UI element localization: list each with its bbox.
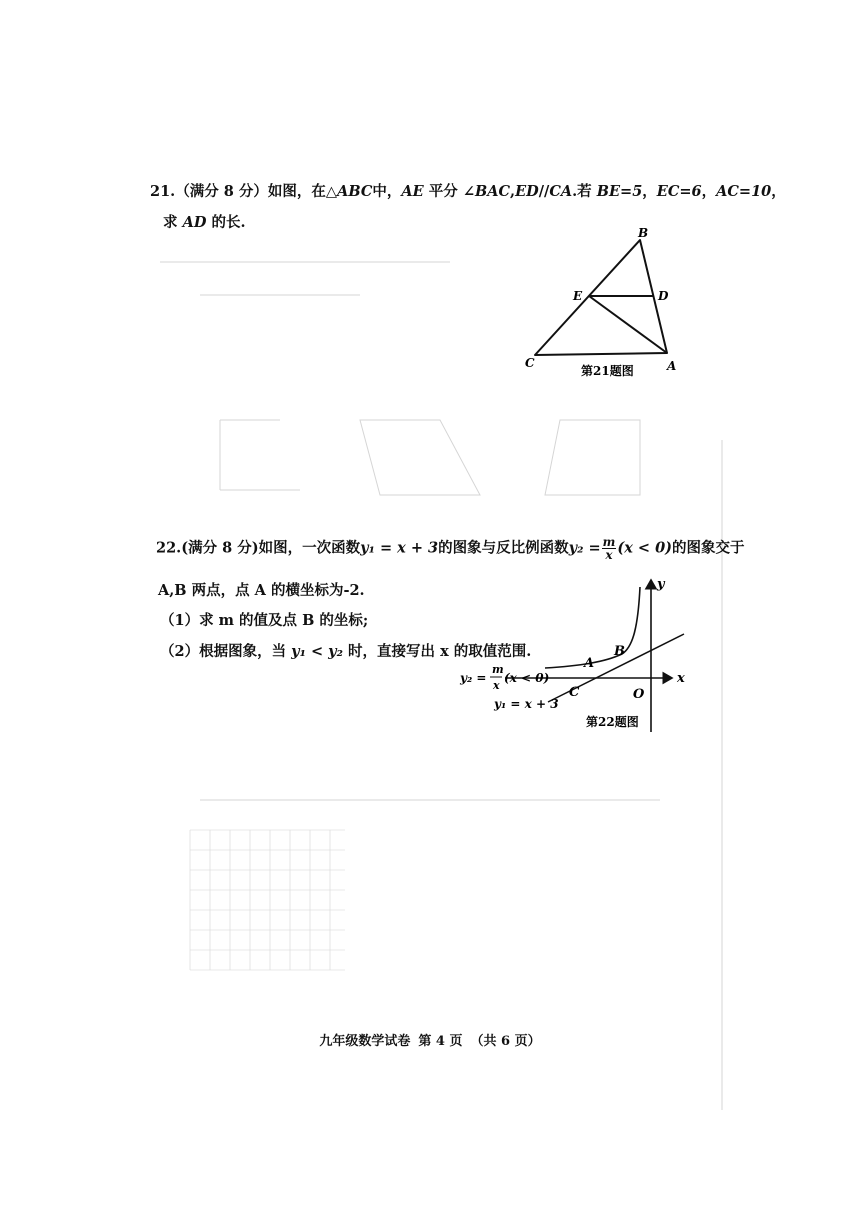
page-footer bbox=[0, 1030, 860, 1049]
q22-line2: A,B 两点，点 A 的横坐标为-2. bbox=[158, 582, 365, 599]
q22-label-b: B bbox=[614, 644, 625, 659]
q21-bisects: 平分 bbox=[428, 183, 458, 200]
q21-line2-post: 的长. bbox=[211, 214, 246, 231]
q21-line1 bbox=[150, 180, 786, 201]
q22-label-o: O bbox=[633, 687, 645, 702]
q21-parallel: // bbox=[538, 183, 550, 200]
q22-figure bbox=[450, 572, 700, 737]
q22-line1 bbox=[156, 536, 745, 561]
q22-y2-label: y₂ = bbox=[460, 671, 487, 685]
q21-sep1: ， bbox=[642, 183, 657, 200]
q21-label-d: D bbox=[658, 289, 669, 303]
q22-y2-den: x bbox=[493, 679, 500, 692]
q21-figure bbox=[515, 222, 715, 382]
q22-label-y: y bbox=[657, 577, 665, 592]
q21-angle: ∠BAC bbox=[462, 183, 511, 200]
q22-y2-lhs: y₂ = bbox=[568, 539, 601, 557]
q22-y2-domain: (x < 0) bbox=[504, 671, 550, 685]
q21-ad: AD bbox=[182, 214, 207, 231]
q21-be: BE=5 bbox=[596, 183, 643, 200]
q21-label-e: E bbox=[573, 289, 583, 303]
q22-label-c: C bbox=[569, 685, 580, 700]
q22-mid: 的图象与反比例函数 bbox=[438, 539, 569, 557]
q22-score: (满分 8 分) bbox=[181, 539, 259, 557]
q21-label-a: A bbox=[667, 359, 677, 373]
q22-number: 22. bbox=[156, 539, 182, 557]
q21-ec: EC=6 bbox=[656, 183, 702, 200]
q22-label-x: x bbox=[677, 671, 685, 686]
q22-domain: (x < 0) bbox=[617, 539, 673, 557]
q21-sep2: ， bbox=[701, 183, 717, 200]
q21-mid: 中， bbox=[372, 183, 402, 200]
q21-ac: AC=10 bbox=[716, 183, 772, 200]
q21-if: .若 bbox=[572, 183, 592, 200]
q21-sep3: ， bbox=[771, 183, 786, 200]
q22-part2-ineq: y₁ < y₂ bbox=[291, 643, 343, 660]
q22-part2-pre: （2）根据图象，当 bbox=[160, 643, 287, 660]
q22-tail: 的图象交于 bbox=[672, 539, 745, 557]
q22-fraction bbox=[602, 536, 617, 561]
q21-comma: , bbox=[510, 183, 516, 200]
footer-subject: 九年级数学试卷 bbox=[319, 1034, 411, 1049]
q21-label-c: C bbox=[525, 356, 535, 370]
q21-lead: 如图，在 bbox=[267, 183, 326, 200]
q22-caption: 第22题图 bbox=[586, 715, 639, 729]
q21-label-b: B bbox=[638, 226, 649, 240]
q22-lead: 如图，一次函数 bbox=[258, 539, 361, 557]
q22-part1: （1）求 m 的值及点 B 的坐标; bbox=[160, 612, 369, 629]
q21-line2-pre: 求 bbox=[163, 214, 178, 231]
q21-triangle: △ABC bbox=[325, 183, 373, 200]
q22-part2-post: 时，直接写出 x 的取值范围. bbox=[348, 643, 532, 660]
q22-y1-eq: y₁ = x + 3 bbox=[360, 539, 439, 557]
q21-ca: CA bbox=[549, 183, 573, 200]
q21-ed: ED bbox=[515, 183, 539, 200]
q22-y2-num: m bbox=[492, 663, 504, 676]
q21-line2 bbox=[163, 211, 246, 232]
q21-score: （满分 8 分） bbox=[175, 183, 268, 200]
footer-page: 第 4 页 bbox=[418, 1034, 463, 1049]
q21-ae: AE bbox=[401, 183, 424, 200]
q22-y1-label: y₁ = x + 3 bbox=[494, 697, 559, 711]
q22-label-a: A bbox=[584, 656, 595, 671]
q21-caption: 第21题图 bbox=[581, 364, 634, 378]
footer-total: （共 6 页） bbox=[470, 1034, 541, 1049]
q22-frac-num: m bbox=[602, 535, 616, 549]
q22-frac-den: x bbox=[605, 548, 613, 562]
q21-number: 21. bbox=[150, 183, 176, 200]
